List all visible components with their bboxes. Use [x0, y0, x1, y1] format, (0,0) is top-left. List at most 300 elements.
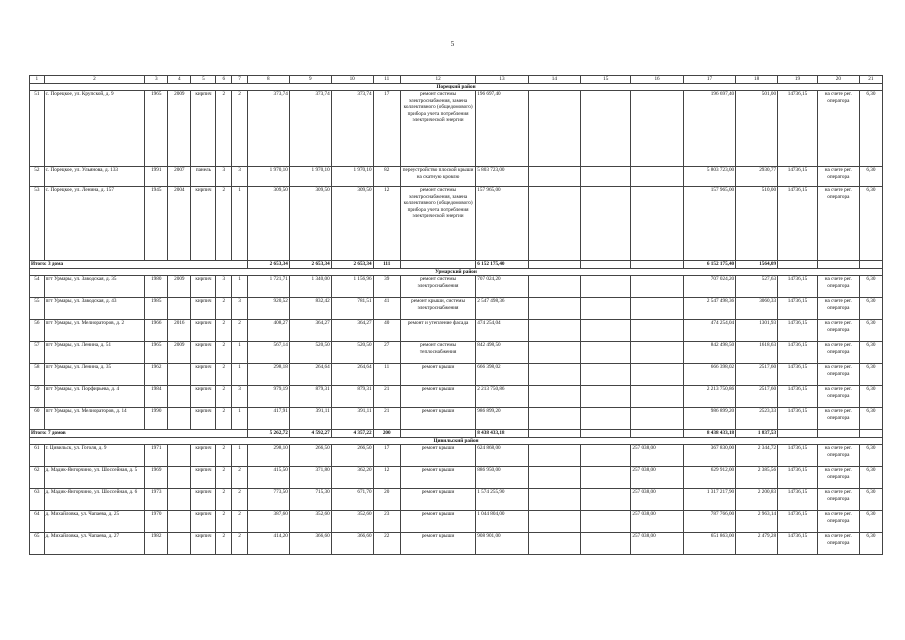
cell-src: на счете рег. оператора [817, 276, 859, 298]
cell-c7: 14736,15 [778, 511, 818, 533]
cell-c7: 14736,15 [778, 364, 818, 386]
total-a2: 2 653,34 [289, 261, 331, 269]
cell-c2 [528, 320, 580, 342]
page-number: 5 [450, 40, 455, 48]
cell-fl: 2 [216, 342, 232, 364]
total-residents: 111 [373, 261, 400, 269]
cell-term: 6,30 [859, 364, 882, 386]
cell-c7: 14736,15 [778, 187, 818, 261]
cell-c5: 196 697,40 [683, 91, 735, 167]
total-empty [581, 261, 631, 269]
cell-c4 [631, 187, 683, 261]
cell-ent: 3 [232, 298, 248, 320]
column-number-16: 16 [631, 76, 683, 84]
cell-mat: кирпич [191, 467, 216, 489]
cell-a3: 266,50 [331, 445, 373, 467]
cell-year: 1985 [145, 298, 168, 320]
column-number-10: 10 [331, 76, 373, 84]
cell-term: 6,30 [859, 167, 882, 187]
repair-program-table [29, 75, 883, 555]
cell-ent: 1 [232, 276, 248, 298]
cell-mat: кирпич [191, 533, 216, 555]
cell-src: на счете рег. оператора [817, 386, 859, 408]
cell-res: 20 [373, 489, 400, 511]
column-number-19: 19 [778, 76, 818, 84]
cell-a3: 364,27 [331, 320, 373, 342]
cell-no: 53 [30, 187, 45, 261]
cell-addr: пгт Урмары, ул. Мелиораторов, д. 14 [44, 408, 145, 430]
cell-no: 61 [30, 445, 45, 467]
cell-c4 [631, 320, 683, 342]
cell-c5: 986 899,20 [683, 408, 735, 430]
cell-c4 [631, 408, 683, 430]
cell-c6: 1301,93 [736, 320, 778, 342]
cell-c7: 14736,15 [778, 320, 818, 342]
total-empty [859, 261, 882, 269]
cell-c1: 986 899,20 [476, 408, 528, 430]
cell-ent: 1 [232, 187, 248, 261]
cell-mat: кирпич [191, 276, 216, 298]
cell-c2 [528, 91, 580, 167]
cell-no: 63 [30, 489, 45, 511]
column-number-row [30, 76, 883, 84]
table-row [30, 298, 883, 320]
cell-addr: пгт Урмары, ул. Заводская, д. 35 [44, 276, 145, 298]
cell-c5: 2 547 498,36 [683, 298, 735, 320]
cell-ent: 3 [232, 167, 248, 187]
column-number-1: 1 [30, 76, 45, 84]
cell-year2 [168, 408, 191, 430]
cell-c1: 666 398,02 [476, 364, 528, 386]
cell-year: 1990 [145, 408, 168, 430]
cell-a3: 352,60 [331, 511, 373, 533]
total-a3: 4 357,22 [331, 430, 373, 438]
cell-addr: г. Цивильск, ул. Гоголя, д. 9 [44, 445, 145, 467]
cell-c7: 14736,15 [778, 467, 818, 489]
cell-mat: кирпич [191, 298, 216, 320]
cell-c1: 842 498,50 [476, 342, 528, 364]
cell-year: 1945 [145, 187, 168, 261]
cell-year2: 2007 [168, 167, 191, 187]
cell-term: 6,30 [859, 386, 882, 408]
total-fund: 8 438 433,18 [683, 430, 735, 438]
cell-year2: 2009 [168, 342, 191, 364]
cell-c3 [581, 467, 631, 489]
cell-addr: пгт Урмары, ул. Ленина, д. 35 [44, 364, 145, 386]
cell-res: 12 [373, 467, 400, 489]
cell-mat: кирпич [191, 386, 216, 408]
cell-addr: пгт Урмары, ул. Заводская, д. 43 [44, 298, 145, 320]
cell-fl: 3 [216, 167, 232, 187]
cell-no: 51 [30, 91, 45, 167]
cell-mat: панель [191, 167, 216, 187]
cell-c6: 2517,60 [736, 386, 778, 408]
cell-c5: 707 024,20 [683, 276, 735, 298]
cell-c1: 886 950,00 [476, 467, 528, 489]
total-empty [817, 261, 859, 269]
cell-res: 11 [373, 364, 400, 386]
column-number-13: 13 [476, 76, 528, 84]
cell-c6: 2 479,28 [736, 533, 778, 555]
cell-c4: 257 038,00 [631, 445, 683, 467]
cell-a2: 264,64 [289, 364, 331, 386]
cell-c4 [631, 298, 683, 320]
total-empty [859, 430, 882, 438]
cell-c2 [528, 489, 580, 511]
cell-c7: 14736,15 [778, 91, 818, 167]
cell-year2 [168, 364, 191, 386]
cell-c2 [528, 342, 580, 364]
cell-c5: 2 213 750,86 [683, 386, 735, 408]
cell-src: на счете рег. оператора [817, 342, 859, 364]
cell-work: ремонт крыши [400, 467, 475, 489]
cell-c7: 14736,15 [778, 342, 818, 364]
table-row [30, 187, 883, 261]
cell-no: 60 [30, 408, 45, 430]
cell-ent: 2 [232, 467, 248, 489]
cell-year: 1973 [145, 489, 168, 511]
cell-src: на счете рег. оператора [817, 489, 859, 511]
cell-c2 [528, 167, 580, 187]
cell-mat: кирпич [191, 320, 216, 342]
cell-fl: 2 [216, 533, 232, 555]
cell-res: 17 [373, 445, 400, 467]
cell-mat: кирпич [191, 364, 216, 386]
cell-a1: 373,74 [247, 91, 289, 167]
cell-a3: 366,60 [331, 533, 373, 555]
cell-work: ремонт крыши [400, 386, 475, 408]
column-number-7: 7 [232, 76, 248, 84]
cell-c3 [581, 276, 631, 298]
cell-c5: 629 912,00 [683, 467, 735, 489]
cell-a3: 264,64 [331, 364, 373, 386]
cell-c6: 510,00 [736, 187, 778, 261]
cell-a1: 1 970,10 [247, 167, 289, 187]
cell-c7: 14736,15 [778, 276, 818, 298]
cell-c6: 1618,63 [736, 342, 778, 364]
total-residents: 200 [373, 430, 400, 438]
cell-c2 [528, 408, 580, 430]
cell-year: 1962 [145, 364, 168, 386]
table-row [30, 467, 883, 489]
cell-work: переустройство плоской крыши на скатную кровлю [400, 167, 475, 187]
cell-res: 23 [373, 511, 400, 533]
cell-a1: 1 721,71 [247, 276, 289, 298]
cell-c6: 3060,33 [736, 298, 778, 320]
cell-year: 1991 [145, 167, 168, 187]
cell-year2 [168, 533, 191, 555]
cell-no: 64 [30, 511, 45, 533]
total-a1: 5 262,72 [247, 430, 289, 438]
cell-work: ремонт системы электроснабжения, замена коллективного (общедомового) прибора учета потребления электрической энергии [400, 187, 475, 261]
table-row [30, 276, 883, 298]
cell-a3: 362,20 [331, 467, 373, 489]
cell-term: 6,30 [859, 187, 882, 261]
cell-year: 1982 [145, 533, 168, 555]
column-number-8: 8 [247, 76, 289, 84]
cell-src: на счете рег. оператора [817, 467, 859, 489]
cell-c4: 257 038,00 [631, 467, 683, 489]
cell-fl: 2 [216, 298, 232, 320]
cell-a2: 391,11 [289, 408, 331, 430]
cell-a2: 371,80 [289, 467, 331, 489]
cell-ent: 2 [232, 511, 248, 533]
total-empty [631, 261, 683, 269]
total-a2: 4 592,27 [289, 430, 331, 438]
cell-ent: 2 [232, 320, 248, 342]
cell-res: 12 [373, 187, 400, 261]
district-header-row [30, 268, 883, 276]
cell-addr: пгт Урмары, ул. Ленина, д. 51 [44, 342, 145, 364]
cell-src: на счете рег. оператора [817, 408, 859, 430]
cell-ent: 2 [232, 489, 248, 511]
total-a3: 2 653,34 [331, 261, 373, 269]
total-cost: 6 152 175,40 [476, 261, 528, 269]
total-empty [528, 430, 580, 438]
cell-c1: 2 213 750,86 [476, 386, 528, 408]
cell-c1: 2 547 498,36 [476, 298, 528, 320]
cell-fl: 2 [216, 320, 232, 342]
cell-c5: 474 254,04 [683, 320, 735, 342]
cell-year: 1980 [145, 276, 168, 298]
total-per-sqm: 1564,09 [736, 261, 778, 269]
column-number-11: 11 [373, 76, 400, 84]
cell-ent: 2 [232, 91, 248, 167]
district-name: Цивильский район [30, 437, 883, 445]
cell-src: на счете рег. оператора [817, 511, 859, 533]
cell-c1: 157 965,00 [476, 187, 528, 261]
cell-c3 [581, 167, 631, 187]
cell-c6: 527,63 [736, 276, 778, 298]
cell-fl: 2 [216, 445, 232, 467]
cell-no: 55 [30, 298, 45, 320]
cell-year: 1966 [145, 320, 168, 342]
cell-ent: 1 [232, 364, 248, 386]
column-number-5: 5 [191, 76, 216, 84]
cell-c5: 367 830,00 [683, 445, 735, 467]
column-number-14: 14 [528, 76, 580, 84]
cell-work: ремонт и утепление фасада [400, 320, 475, 342]
cell-year: 1970 [145, 511, 168, 533]
cell-c6: 2930,77 [736, 167, 778, 187]
cell-res: 21 [373, 408, 400, 430]
cell-a1: 408,27 [247, 320, 289, 342]
table-row [30, 445, 883, 467]
cell-c1: 196 697,40 [476, 91, 528, 167]
cell-work: ремонт системы теплоснабжения [400, 342, 475, 364]
total-label: Итого: 3 дома [30, 261, 248, 269]
column-number-20: 20 [817, 76, 859, 84]
cell-a1: 309,50 [247, 187, 289, 261]
cell-no: 62 [30, 467, 45, 489]
cell-addr: пгт Урмары, ул. Порфирьева, д. 4 [44, 386, 145, 408]
cell-c1: 624 868,00 [476, 445, 528, 467]
cell-res: 82 [373, 167, 400, 187]
cell-a3: 309,50 [331, 187, 373, 261]
cell-mat: кирпич [191, 489, 216, 511]
cell-c2 [528, 511, 580, 533]
cell-c5: 157 965,00 [683, 187, 735, 261]
cell-c2 [528, 187, 580, 261]
cell-a2: 266,50 [289, 445, 331, 467]
cell-c1: 474 254,04 [476, 320, 528, 342]
cell-no: 58 [30, 364, 45, 386]
cell-term: 6,30 [859, 408, 882, 430]
cell-a3: 1 156,96 [331, 276, 373, 298]
cell-ent: 2 [232, 533, 248, 555]
cell-c5: 1 317 217,90 [683, 489, 735, 511]
cell-c2 [528, 364, 580, 386]
cell-c6: 2 344,72 [736, 445, 778, 467]
cell-mat: кирпич [191, 91, 216, 167]
cell-year2 [168, 489, 191, 511]
cell-a1: 298,18 [247, 364, 289, 386]
cell-c7: 14736,15 [778, 386, 818, 408]
cell-year: 1965 [145, 91, 168, 167]
column-number-21: 21 [859, 76, 882, 84]
cell-ent: 1 [232, 408, 248, 430]
cell-a2: 364,27 [289, 320, 331, 342]
cell-c5: 666 398,02 [683, 364, 735, 386]
column-number-15: 15 [581, 76, 631, 84]
cell-c4: 257 038,00 [631, 533, 683, 555]
column-number-6: 6 [216, 76, 232, 84]
cell-a3: 671,70 [331, 489, 373, 511]
column-number-18: 18 [736, 76, 778, 84]
cell-fl: 2 [216, 91, 232, 167]
cell-src: на счете рег. оператора [817, 298, 859, 320]
cell-term: 6,30 [859, 276, 882, 298]
total-empty [581, 430, 631, 438]
cell-a3: 781,51 [331, 298, 373, 320]
district-name: Порецкий район [30, 83, 883, 91]
cell-fl: 2 [216, 511, 232, 533]
cell-year2 [168, 467, 191, 489]
cell-year2: 2016 [168, 320, 191, 342]
cell-a1: 567,14 [247, 342, 289, 364]
total-empty [631, 430, 683, 438]
total-per-sqm: 1 837,53 [736, 430, 778, 438]
cell-a3: 879,31 [331, 386, 373, 408]
cell-addr: с. Порецкое, ул. Ленина, д. 157 [44, 187, 145, 261]
cell-a1: 417,91 [247, 408, 289, 430]
cell-c2 [528, 298, 580, 320]
cell-fl: 2 [216, 187, 232, 261]
cell-year: 1971 [145, 445, 168, 467]
cell-c2 [528, 386, 580, 408]
cell-c1: 908 901,00 [476, 533, 528, 555]
cell-no: 52 [30, 167, 45, 187]
cell-term: 6,30 [859, 342, 882, 364]
cell-c5: 651 863,00 [683, 533, 735, 555]
cell-work: ремонт системы электроснабжения, замена коллективного (общедомового) прибора учета потребления электрической энергии [400, 91, 475, 167]
column-number-4: 4 [168, 76, 191, 84]
cell-res: 40 [373, 320, 400, 342]
cell-src: на счете рег. оператора [817, 91, 859, 167]
cell-year2 [168, 445, 191, 467]
cell-c6: 501,00 [736, 91, 778, 167]
cell-ent: 1 [232, 342, 248, 364]
cell-src: на счете рег. оператора [817, 167, 859, 187]
cell-c5: 842 498,50 [683, 342, 735, 364]
cell-work: ремонт крыши, системы электроснабжения [400, 298, 475, 320]
cell-a1: 920,52 [247, 298, 289, 320]
cell-year2 [168, 511, 191, 533]
cell-c4 [631, 276, 683, 298]
cell-year: 1969 [145, 467, 168, 489]
cell-c5: 787 766,00 [683, 511, 735, 533]
district-total-row [30, 261, 883, 269]
district-name: Урмарский район [30, 268, 883, 276]
total-empty [778, 261, 818, 269]
cell-addr: д. Мадик-Янгорчино, ул. Шоссейная, д. 6 [44, 489, 145, 511]
cell-year2: 2009 [168, 91, 191, 167]
cell-a3: 1 970,10 [331, 167, 373, 187]
total-fund: 6 152 175,40 [683, 261, 735, 269]
cell-c4: 257 038,00 [631, 511, 683, 533]
cell-addr: д. Мадик-Янгорчино, ул. Шоссейная, д. 5 [44, 467, 145, 489]
cell-c3 [581, 320, 631, 342]
cell-c7: 14736,15 [778, 167, 818, 187]
cell-src: на счете рег. оператора [817, 364, 859, 386]
cell-year: 1965 [145, 342, 168, 364]
cell-c3 [581, 511, 631, 533]
cell-c3 [581, 533, 631, 555]
cell-res: 39 [373, 276, 400, 298]
cell-a2: 879,31 [289, 386, 331, 408]
cell-c3 [581, 298, 631, 320]
cell-c3 [581, 489, 631, 511]
cell-fl: 2 [216, 489, 232, 511]
cell-c2 [528, 276, 580, 298]
cell-addr: пгт Урмары, ул. Мелиораторов, д. 2 [44, 320, 145, 342]
column-number-9: 9 [289, 76, 331, 84]
cell-a2: 715,30 [289, 489, 331, 511]
cell-mat: кирпич [191, 445, 216, 467]
cell-mat: кирпич [191, 187, 216, 261]
cell-a1: 415,50 [247, 467, 289, 489]
district-header-row [30, 83, 883, 91]
cell-c7: 14736,15 [778, 445, 818, 467]
cell-ent: 1 [232, 445, 248, 467]
cell-c4: 257 038,00 [631, 489, 683, 511]
cell-c2 [528, 467, 580, 489]
cell-c6: 2 385,56 [736, 467, 778, 489]
cell-work: ремонт крыши [400, 511, 475, 533]
cell-c4 [631, 364, 683, 386]
cell-a2: 352,60 [289, 511, 331, 533]
table-row [30, 320, 883, 342]
cell-a2: 373,74 [289, 91, 331, 167]
cell-mat: кирпич [191, 408, 216, 430]
cell-res: 21 [373, 386, 400, 408]
cell-c2 [528, 533, 580, 555]
cell-c4 [631, 91, 683, 167]
cell-c1: 1 574 255,90 [476, 489, 528, 511]
total-label: Итого: 7 домов [30, 430, 248, 438]
cell-c6: 2517,60 [736, 364, 778, 386]
total-a1: 2 653,34 [247, 261, 289, 269]
cell-a2: 520,50 [289, 342, 331, 364]
column-number-2: 2 [44, 76, 145, 84]
cell-term: 6,30 [859, 320, 882, 342]
cell-c1: 707 024,20 [476, 276, 528, 298]
cell-res: 22 [373, 533, 400, 555]
cell-year2: 2009 [168, 276, 191, 298]
cell-c7: 14736,15 [778, 408, 818, 430]
cell-c3 [581, 386, 631, 408]
cell-a1: 979,19 [247, 386, 289, 408]
